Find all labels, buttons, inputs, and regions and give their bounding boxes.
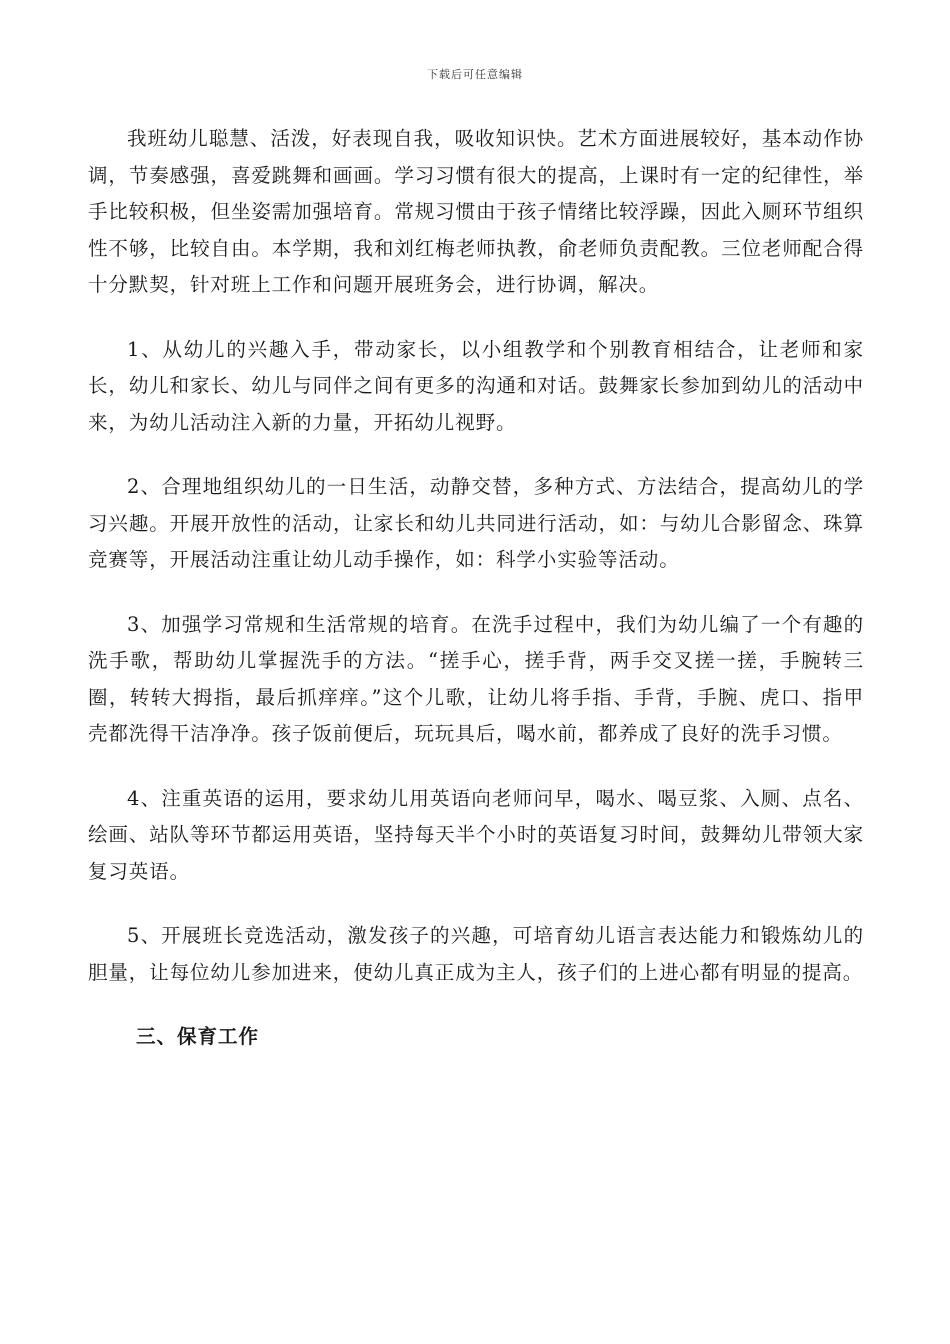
paragraph-item-3: 3、加强学习常规和生活常规的培育。在洗手过程中，我们为幼儿编了一个有趣的洗手歌，帮助幼儿掌握洗手的方法。“搓手心，搓手背，两手交叉搓一搓，手腕转三圈，转转大拇指，最后抓痒痒。”这个儿歌，让幼儿将手指、手背，手腕、虎口、指甲壳都洗得干洁净净。孩子饭前便后，玩玩具后，喝水前，都养成了良好的洗手习惯。 [88, 612, 864, 745]
paragraph-item-1: 1、从幼儿的兴趣入手，带动家长，以小组教学和个别教育相结合，让老师和家长，幼儿和家长、幼儿与同伴之间有更多的沟通和对话。鼓舞家长参加到幼儿的活动中来，为幼儿活动注入新的力量，开拓幼儿视野。 [88, 337, 864, 434]
section-heading: 三、保育工作 [136, 1025, 260, 1048]
header-note: 下载后可任意编辑 [427, 68, 523, 81]
paragraph-item-5: 5、开展班长竞选活动，激发孩子的兴趣，可培育幼儿语言表达能力和锻炼幼儿的胆量，让每位幼儿参加进来，使幼儿真正成为主人，孩子们的上进心都有明显的提高。 [88, 924, 864, 984]
paragraph-item-4: 4、注重英语的运用，要求幼儿用英语向老师问早，喝水、喝豆浆、入厕、点名、绘画、站队等环节都运用英语，坚持每天半个小时的英语复习时间，鼓舞幼儿带领大家复习英语。 [88, 786, 864, 883]
paragraph-class-overview: 我班幼儿聪慧、活泼，好表现自我，吸收知识快。艺术方面进展较好，基本动作协调，节奏感强，喜爱跳舞和画画。学习习惯有很大的提高，上课时有一定的纪律性，举手比较积极，但坐姿需加强培育。常规习惯由于孩子情绪比较浮躁，因此入厕环节组织性不够，比较自由。本学期，我和刘红梅老师执教，俞老师负责配教。三位老师配合得十分默契，针对班上工作和问题开展班务会，进行协调，解决。 [88, 127, 864, 296]
document-body [88, 121, 864, 1056]
paragraph-item-2: 2、合理地组织幼儿的一日生活，动静交替，多种方式、方法结合，提高幼儿的学习兴趣。开展开放性的活动，让家长和幼儿共同进行活动，如：与幼儿合影留念、珠算竞赛等，开展活动注重让幼儿动手操作，如：科学小实验等活动。 [88, 475, 864, 571]
